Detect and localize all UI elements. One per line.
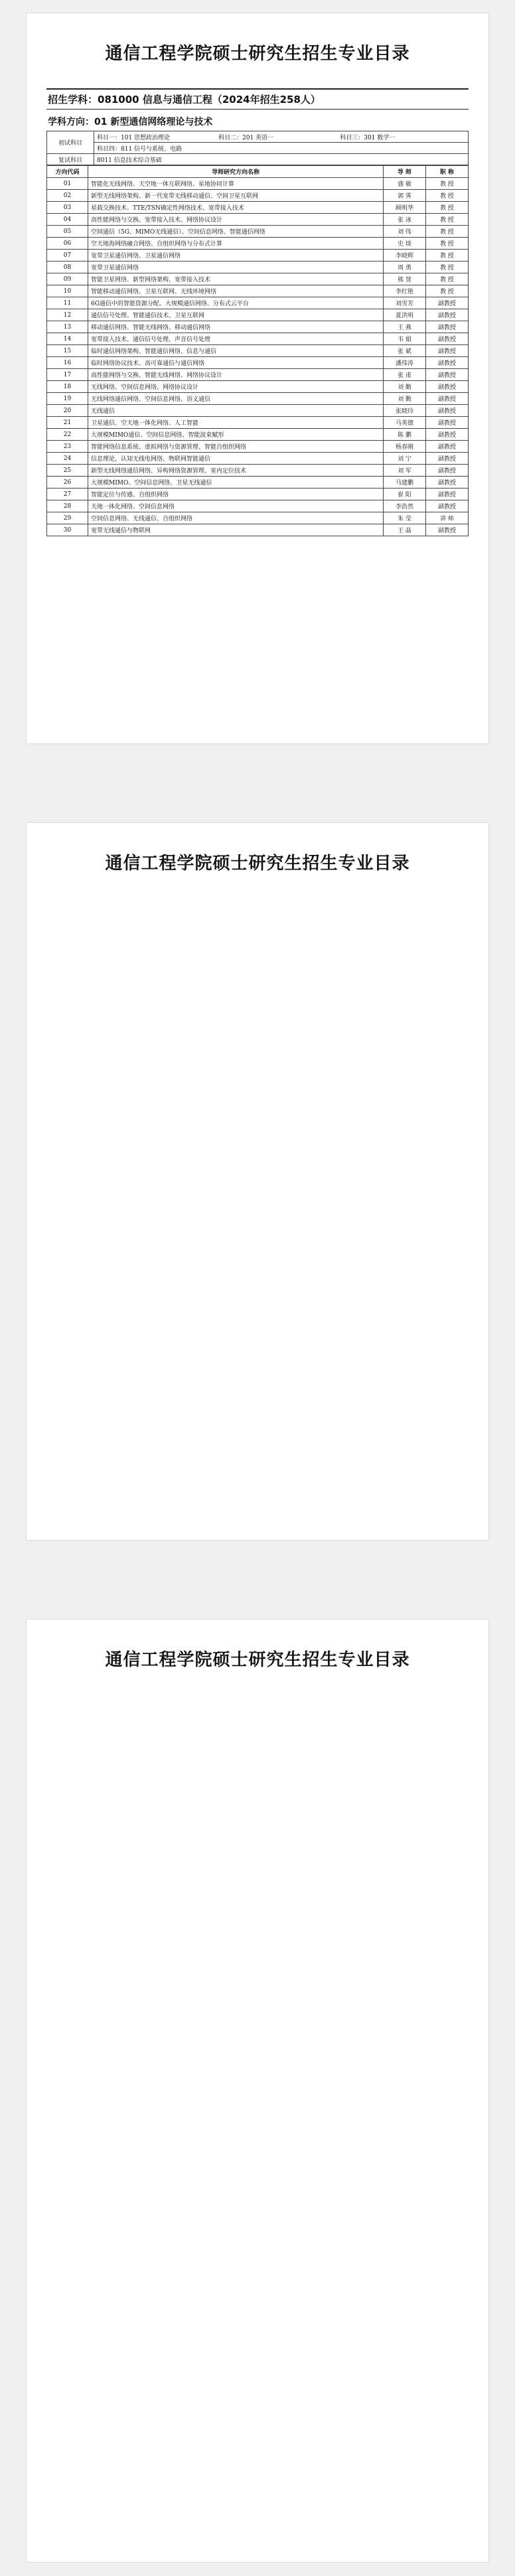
cell-title: 副教授: [426, 500, 469, 512]
exam-subject-1: 科目一：101 思想政治理论: [97, 134, 171, 141]
table-row: [47, 333, 469, 345]
cell-title: 副教授: [426, 369, 469, 381]
cell-code: 18: [47, 381, 88, 393]
table-row: [47, 214, 469, 226]
cell-title: 教 授: [426, 190, 469, 202]
table-row: [47, 250, 469, 262]
table-row: [47, 226, 469, 238]
cell-title: 副教授: [426, 489, 469, 500]
table-row: [47, 190, 469, 202]
table-row: [47, 393, 469, 405]
cell-code: 27: [47, 489, 88, 500]
cell-title: 教 授: [426, 214, 469, 226]
cell-research: 信息理论，认知无线电网络、物联网智能通信: [88, 453, 384, 465]
cell-advisor: 杨春刚: [384, 441, 426, 453]
exam-subject-2: 科目二：201 英语一: [218, 134, 274, 141]
cell-title: 副教授: [426, 405, 469, 417]
table-row: [47, 429, 469, 441]
cell-advisor: 李红艳: [384, 285, 426, 297]
col-header-code: 方向代码: [47, 166, 88, 178]
cell-advisor: 李浩然: [384, 500, 426, 512]
cell-research: 临时通信网络架构、智能通信网络、信息与通信: [88, 345, 384, 357]
table-row: [47, 453, 469, 465]
table-row: [47, 345, 469, 357]
cell-code: 14: [47, 333, 88, 345]
cell-advisor: 顾明华: [384, 202, 426, 214]
cell-advisor: 崔 阳: [384, 489, 426, 500]
cell-research: 智能卫星网络、新型网络架构、宽带接入技术: [88, 273, 384, 285]
cell-title: 教 授: [426, 285, 469, 297]
cell-advisor: 马建鹏: [384, 477, 426, 489]
cell-title: 副教授: [426, 321, 469, 333]
col-header-title: 职 称: [426, 166, 469, 178]
cell-code: 02: [47, 190, 88, 202]
cell-research: 高性能网络与交换、智能无线网络、网络协议设计: [88, 369, 384, 381]
cell-code: 01: [47, 178, 88, 190]
cell-title: 副教授: [426, 357, 469, 369]
table-header-row: [47, 166, 469, 178]
direction-title: 学科方向：01 新型通信网络理论与技术: [48, 117, 213, 127]
cell-advisor: 刘 宁: [384, 453, 426, 465]
cell-research: 大规模MIMO、空间信息网络、卫星无线通信: [88, 477, 384, 489]
cell-research: 智能网络信息系统、虚拟网络与资源管理、智能自组织网络: [88, 441, 384, 453]
cell-research: 空间信息网络、无线通信、自组织网络: [88, 512, 384, 524]
cell-code: 25: [47, 465, 88, 477]
cell-advisor: 熊 贤: [384, 273, 426, 285]
table-row: [47, 417, 469, 429]
table-row: [47, 262, 469, 273]
cell-title: 副教授: [426, 429, 469, 441]
exam-table: [46, 131, 469, 165]
cell-title: 副教授: [426, 441, 469, 453]
table-row: [47, 381, 469, 393]
cell-title: 副教授: [426, 477, 469, 489]
cell-research: 宽带卫星通信网络: [88, 262, 384, 273]
cell-research: 无线网络、空间信息网络、网络协议设计: [88, 381, 384, 393]
cell-research: 宽带卫星通信网络、卫星通信网络: [88, 250, 384, 262]
exam-label: 初试科目: [47, 131, 94, 154]
cell-advisor: 刘雪芳: [384, 297, 426, 309]
cell-title: 副教授: [426, 453, 469, 465]
table-row: [47, 405, 469, 417]
cell-research: 智能定位与传感、自组织网络: [88, 489, 384, 500]
cell-advisor: 韦 娟: [384, 333, 426, 345]
cell-advisor: 刘 军: [384, 465, 426, 477]
table-row: [47, 178, 469, 190]
cell-advisor: 盛 敏: [384, 178, 426, 190]
cell-advisor: 郭 霁: [384, 190, 426, 202]
cell-research: 新型无线网络架构、新一代宽带无线移动通信、空间卫星互联网: [88, 190, 384, 202]
table-row: [47, 369, 469, 381]
cell-title: 教 授: [426, 202, 469, 214]
cell-advisor: 王 晶: [384, 524, 426, 536]
cell-research: 无线通信: [88, 405, 384, 417]
cell-title: 教 授: [426, 238, 469, 250]
table-row: [47, 202, 469, 214]
cell-code: 20: [47, 405, 88, 417]
cell-code: 06: [47, 238, 88, 250]
cell-code: 03: [47, 202, 88, 214]
cell-code: 28: [47, 500, 88, 512]
cell-research: 空间通信（5G、MIMO无线通信）、空间信息网络、智能通信网络: [88, 226, 384, 238]
cell-advisor: 张 斌: [384, 345, 426, 357]
exam-subject-3: 科目三：301 数学一: [340, 134, 396, 141]
col-header-advisor: 导 师: [384, 166, 426, 178]
cell-code: 04: [47, 214, 88, 226]
table-row: [47, 489, 469, 500]
cell-code: 23: [47, 441, 88, 453]
cell-code: 17: [47, 369, 88, 381]
cell-advisor: 张 甫: [384, 369, 426, 381]
table-row: [47, 441, 469, 453]
table-row: [47, 465, 469, 477]
cell-advisor: 朱 莹: [384, 512, 426, 524]
table-row: [47, 500, 469, 512]
cell-title: 教 授: [426, 273, 469, 285]
cell-research: 天地一体化网络、空间信息网络: [88, 500, 384, 512]
cell-research: 通信信号处理、智能通信技术、卫星互联网: [88, 309, 384, 321]
cell-research: 宽带接入技术、通信信号处理、声音信号处理: [88, 333, 384, 345]
cell-advisor: 马英德: [384, 417, 426, 429]
cell-advisor: 潘伟涛: [384, 357, 426, 369]
cell-research: 智能化无线网络、天空地一体互联网络、星地协同计算: [88, 178, 384, 190]
cell-title: 教 授: [426, 250, 469, 262]
cell-code: 30: [47, 524, 88, 536]
cell-advisor: 李晓辉: [384, 250, 426, 262]
cell-code: 09: [47, 273, 88, 285]
cell-research: 卫星通信、空天地一体化网络、人工智能: [88, 417, 384, 429]
cell-title: 副教授: [426, 345, 469, 357]
cell-title: 副教授: [426, 333, 469, 345]
page-title: 通信工程学院硕士研究生招生专业目录: [105, 854, 410, 873]
cell-title: 副教授: [426, 309, 469, 321]
cell-code: 08: [47, 262, 88, 273]
cell-advisor: 陈 鹏: [384, 429, 426, 441]
cell-code: 22: [47, 429, 88, 441]
col-header-research: 导师研究方向名称: [88, 166, 384, 178]
major-header: 招生学科：081000 信息与通信工程（2024年招生258人）: [46, 88, 469, 110]
table-row: [47, 477, 469, 489]
table-row: [47, 238, 469, 250]
cell-code: 07: [47, 250, 88, 262]
document-page-1: [27, 13, 488, 743]
cell-code: 15: [47, 345, 88, 357]
cell-research: 无线网络通信网络、空间信息网络、语义通信: [88, 393, 384, 405]
retest-subject: 8011 信息技术综合基础: [94, 154, 469, 165]
cell-code: 11: [47, 297, 88, 309]
cell-advisor: 刘 伟: [384, 226, 426, 238]
cell-advisor: 张晓玲: [384, 405, 426, 417]
table-row: [47, 321, 469, 333]
cell-title: 教 授: [426, 226, 469, 238]
supervisor-table: [46, 165, 469, 536]
cell-research: 高性能网络与交换、宽带接入技术、网络协议设计: [88, 214, 384, 226]
cell-code: 29: [47, 512, 88, 524]
cell-advisor: 王 燕: [384, 321, 426, 333]
cell-research: 大规模MIMO通信、空间信息网络、智能波束赋形: [88, 429, 384, 441]
cell-code: 12: [47, 309, 88, 321]
exam-subject-4: 科目四：811 信号与系统、电路: [94, 143, 469, 154]
cell-code: 10: [47, 285, 88, 297]
cell-code: 21: [47, 417, 88, 429]
cell-title: 副教授: [426, 417, 469, 429]
cell-title: 教 授: [426, 178, 469, 190]
cell-research: 智能移动通信网络、卫星互联网、无线环境网络: [88, 285, 384, 297]
cell-advisor: 史 琰: [384, 238, 426, 250]
table-body: [47, 178, 469, 536]
cell-code: 26: [47, 477, 88, 489]
table-row: [47, 273, 469, 285]
cell-title: 副教授: [426, 393, 469, 405]
cell-research: 星载交换技术、TTE/TSN确定性网络技术、宽带接入技术: [88, 202, 384, 214]
cell-code: 16: [47, 357, 88, 369]
cell-research: 移动通信网络、智能无线网络、移动通信网络: [88, 321, 384, 333]
cell-title: 副教授: [426, 524, 469, 536]
retest-label: 复试科目: [47, 154, 94, 165]
cell-title: 教 授: [426, 262, 469, 273]
cell-title: 副教授: [426, 465, 469, 477]
table-row: [47, 512, 469, 524]
cell-code: 13: [47, 321, 88, 333]
table-row: [47, 297, 469, 309]
cell-code: 19: [47, 393, 88, 405]
cell-research: 新型无线网络通信网络、异构网络资源管理、室内定位技术: [88, 465, 384, 477]
document-page-2: [27, 823, 488, 1540]
cell-research: 宽带无线通信与物联网: [88, 524, 384, 536]
cell-research: 6G通信中的智能资源分配、大规模通信网络、分布式云平台: [88, 297, 384, 309]
table-row: [47, 285, 469, 297]
cell-advisor: 刘 勤: [384, 381, 426, 393]
table-row: [47, 357, 469, 369]
document-page-3: [27, 1620, 488, 2562]
cell-advisor: 张 冰: [384, 214, 426, 226]
cell-code: 05: [47, 226, 88, 238]
page-title: 通信工程学院硕士研究生招生专业目录: [105, 44, 410, 64]
cell-advisor: 夏洪明: [384, 309, 426, 321]
cell-advisor: 周 勇: [384, 262, 426, 273]
cell-code: 24: [47, 453, 88, 465]
cell-research: 空天地海网络融合网络、自组织网络与分布式计算: [88, 238, 384, 250]
table-row: [47, 309, 469, 321]
cell-title: 讲 师: [426, 512, 469, 524]
cell-research: 临时网络协议技术、高可靠通信与通信网络: [88, 357, 384, 369]
cell-title: 副教授: [426, 381, 469, 393]
table-row: [47, 524, 469, 536]
cell-title: 副教授: [426, 297, 469, 309]
cell-advisor: 刘 勤: [384, 393, 426, 405]
page-title: 通信工程学院硕士研究生招生专业目录: [105, 1650, 410, 1670]
